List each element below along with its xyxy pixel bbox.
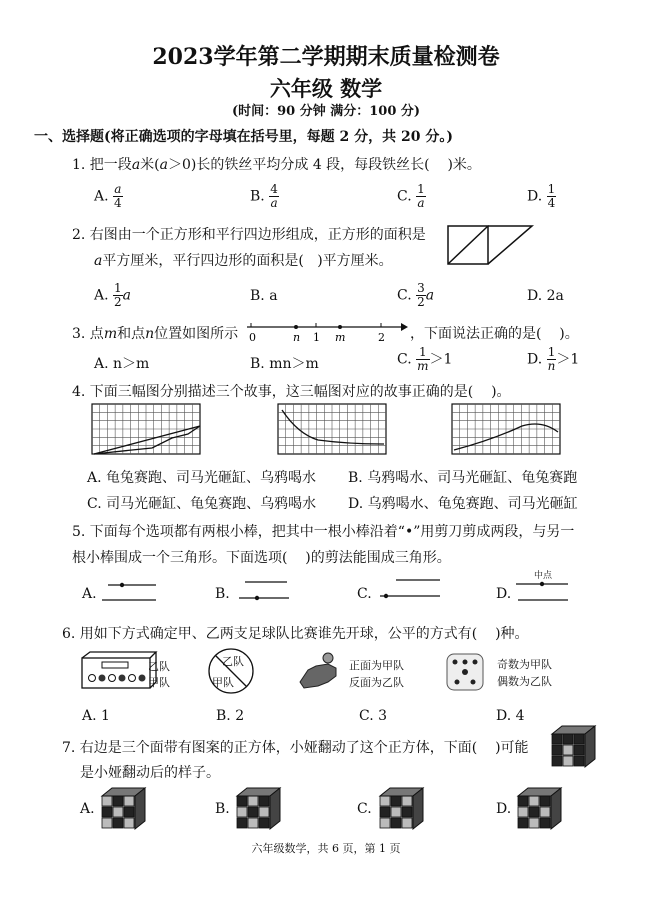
midpoint-label: 中点 xyxy=(534,571,553,581)
q5-option-d[interactable]: D. xyxy=(496,586,512,602)
q1-option-b[interactable]: B. $\frac{4}{a}$ xyxy=(250,182,278,210)
q1-stem: 1. 把一段a米(a＞0)长的铁丝平均分成 4 段，每段铁丝长( )米。 xyxy=(72,157,481,173)
page-footer: 六年级数学，共 6 页，第 1 页 xyxy=(251,842,401,855)
q1-option-d[interactable]: D. $\frac{1}{4}$ xyxy=(527,182,556,210)
q3-option-b[interactable]: B. mn＞m xyxy=(250,356,319,372)
axis-label-0: 0 xyxy=(249,331,256,344)
reference-cube-figure xyxy=(548,722,600,772)
q5-sticks-a xyxy=(100,580,160,604)
q5-sticks-b xyxy=(235,578,295,602)
number-line xyxy=(243,318,408,344)
dice-icon xyxy=(443,650,487,694)
section-heading: 一、选择题(将正确选项的字母填在括号里，每题 2 分，共 20 分。) xyxy=(34,129,453,145)
q5-option-b[interactable]: B. xyxy=(215,586,230,602)
q1-option-c[interactable]: C. $\frac{1}{a}$ xyxy=(397,182,425,210)
q3-option-a[interactable]: A. n＞m xyxy=(94,356,150,372)
fig3-label-heads: 正面为甲队 xyxy=(349,659,404,672)
fig1-label-jia: 甲队 xyxy=(148,676,170,689)
fig3-label-tails: 反面为乙队 xyxy=(349,676,404,689)
cube-option-c xyxy=(376,784,428,834)
q7-stem-line2: 是小娅翻动后的样子。 xyxy=(80,765,220,781)
q2-option-c[interactable]: C. $\frac{3}{2}$ a xyxy=(397,281,435,309)
fig4-label-even: 偶数为乙队 xyxy=(497,675,552,688)
q5-sticks-d xyxy=(514,580,574,604)
q5-option-c[interactable]: C. xyxy=(357,586,372,602)
story-graph-3 xyxy=(452,404,564,456)
q4-option-c[interactable]: C. 司马光砸缸、龟兔赛跑、乌鸦喝水 xyxy=(87,496,317,512)
q2-option-a[interactable]: A. $\frac{1}{2}$ a xyxy=(94,281,132,309)
q2-option-d[interactable]: D. 2a xyxy=(527,288,564,304)
q7-option-a[interactable]: A. xyxy=(80,801,95,817)
axis-label-1: 1 xyxy=(313,331,320,344)
cube-option-b xyxy=(233,784,285,834)
q7-option-d[interactable]: D. xyxy=(496,801,512,817)
q3-option-d[interactable]: D. $\frac{1}{n}$ ＞1 xyxy=(527,345,580,373)
q7-option-c[interactable]: C. xyxy=(357,801,372,817)
q1-option-a[interactable]: A. $\frac{a}{4}$ xyxy=(94,182,122,210)
q4-option-a[interactable]: A. 龟兔赛跑、司马光砸缸、乌鸦喝水 xyxy=(87,470,317,486)
q4-option-d[interactable]: D. 乌鸦喝水、龟兔赛跑、司马光砸缸 xyxy=(348,496,578,512)
axis-label-2: 2 xyxy=(378,331,385,344)
exam-meta: (时间：90 分钟 满分：100 分) xyxy=(231,104,421,119)
q6-stem: 6. 用如下方式确定甲、乙两支足球队比赛谁先开球，公平的方式有( )种。 xyxy=(62,626,529,642)
q5-sticks-c xyxy=(376,575,446,603)
q5-option-a[interactable]: A. xyxy=(82,586,97,602)
axis-label-m: m xyxy=(335,331,346,344)
fig2-label-jia: 甲队 xyxy=(212,676,234,689)
q7-option-b[interactable]: B. xyxy=(215,801,230,817)
q4-option-b[interactable]: B. 乌鸦喝水、司马光砸缸、龟兔赛跑 xyxy=(348,470,578,486)
square-parallelogram-figure xyxy=(448,224,538,268)
page-title: 2023学年第二学期期末质量检测卷 xyxy=(152,44,500,70)
q2-stem-line1: 2. 右图由一个正方形和平行四边形组成，正方形的面积是 xyxy=(72,227,426,243)
fig1-label-yi: 乙队 xyxy=(148,660,170,673)
fig4-label-odd: 奇数为甲队 xyxy=(497,658,552,671)
q4-stem: 4. 下面三幅图分别描述三个故事，这三幅图对应的故事正确的是( )。 xyxy=(72,384,511,400)
cube-option-a xyxy=(98,784,150,834)
q7-stem-line1: 7. 右边是三个面带有图案的正方体，小娅翻动了这个正方体，下面( )可能 xyxy=(62,740,529,756)
story-graph-2 xyxy=(278,404,390,456)
story-graph-1 xyxy=(92,404,204,456)
fig2-label-yi: 乙队 xyxy=(222,655,244,668)
q3-stem-right: ，下面说法正确的是( )。 xyxy=(410,326,579,342)
page-subtitle: 六年级 数学 xyxy=(269,76,383,101)
q3-option-c[interactable]: C. $\frac{1}{m}$ ＞1 xyxy=(397,345,453,373)
q6-option-a[interactable]: A. 1 xyxy=(82,708,110,724)
q5-stem-line1: 5. 下面每个选项都有两根小棒，把其中一根小棒沿着“•”用剪刀剪成两段，与另一 xyxy=(72,524,575,540)
q2-option-b[interactable]: B. a xyxy=(250,288,278,304)
q2-stem-line2: a平方厘米，平行四边形的面积是( )平方厘米。 xyxy=(94,253,393,269)
axis-label-n: n xyxy=(293,331,301,344)
q5-stem-line2: 根小棒围成一个三角形。下面选项( )的剪法能围成三角形。 xyxy=(72,550,451,566)
q6-option-c[interactable]: C. 3 xyxy=(359,708,388,724)
coin-toss-hand-icon xyxy=(298,652,342,690)
q6-option-b[interactable]: B. 2 xyxy=(216,708,245,724)
q3-stem-left: 3. 点m和点n位置如图所示 xyxy=(72,326,239,342)
cube-option-d xyxy=(514,784,566,834)
q6-option-d[interactable]: D. 4 xyxy=(496,708,525,724)
